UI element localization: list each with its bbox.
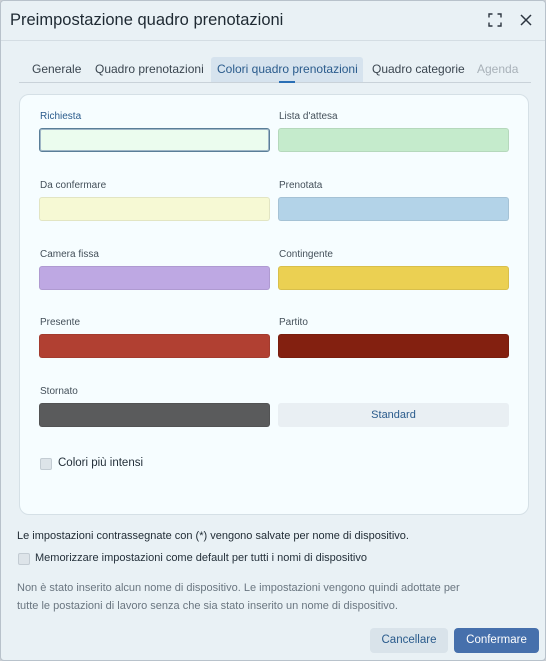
tab-quadro-prenotazioni[interactable]: Quadro prenotazioni <box>95 62 204 76</box>
tab-quadro-categorie[interactable]: Quadro categorie <box>372 62 465 76</box>
default-settings-checkbox[interactable] <box>18 553 30 565</box>
label-prenotata: Prenotata <box>279 180 323 191</box>
cancel-button[interactable]: Cancellare <box>370 628 448 653</box>
swatch-contingente[interactable] <box>278 266 509 290</box>
device-info-text <box>17 579 497 615</box>
label-da-confermare: Da confermare <box>40 180 107 191</box>
dialog-title: Preimpostazione quadro prenotazioni <box>10 11 284 29</box>
tab-generale[interactable]: Generale <box>32 62 82 76</box>
close-icon[interactable] <box>517 11 535 29</box>
intense-colors-checkbox[interactable] <box>40 458 52 470</box>
tab-colori-quadro-prenotazioni[interactable]: Colori quadro prenotazioni <box>211 57 363 82</box>
device-note: Le impostazioni contrassegnate con (*) vengono salvate per nome di dispositivo. <box>17 530 409 542</box>
dialog-titlebar <box>1 1 545 41</box>
device-info-line-1: Non è stato inserito alcun nome di dispositivo. Le impostazioni vengono quindi adottate per <box>17 582 460 594</box>
swatch-richiesta[interactable] <box>39 128 270 152</box>
swatch-presente[interactable] <box>39 334 270 358</box>
swatch-partito[interactable] <box>278 334 509 358</box>
colors-panel <box>19 94 529 515</box>
label-stornato: Stornato <box>40 386 78 397</box>
standard-button[interactable]: Standard <box>278 403 509 427</box>
label-richiesta: Richiesta <box>40 111 82 122</box>
label-partito: Partito <box>279 317 308 328</box>
label-camera-fissa: Camera fissa <box>40 249 99 260</box>
swatch-prenotata[interactable] <box>278 197 509 221</box>
label-lista-attesa: Lista d'attesa <box>279 111 338 122</box>
label-presente: Presente <box>40 317 81 328</box>
swatch-lista-attesa[interactable] <box>278 128 509 152</box>
tab-bar <box>19 57 531 83</box>
confirm-button[interactable]: Confermare <box>454 628 539 653</box>
label-contingente: Contingente <box>279 249 333 260</box>
maximize-icon[interactable] <box>486 11 504 29</box>
intense-colors-label: Colori più intensi <box>58 457 144 469</box>
device-info-line-2: tutte le postazioni di lavoro senza che sia stato inserito un nome di dispositivo. <box>17 600 398 612</box>
swatch-camera-fissa[interactable] <box>39 266 270 290</box>
tab-agenda: Agenda <box>477 62 519 76</box>
swatch-stornato[interactable] <box>39 403 270 427</box>
swatch-da-confermare[interactable] <box>39 197 270 221</box>
default-settings-label: Memorizzare impostazioni come default per tutti i nomi di dispositivo <box>35 552 367 564</box>
